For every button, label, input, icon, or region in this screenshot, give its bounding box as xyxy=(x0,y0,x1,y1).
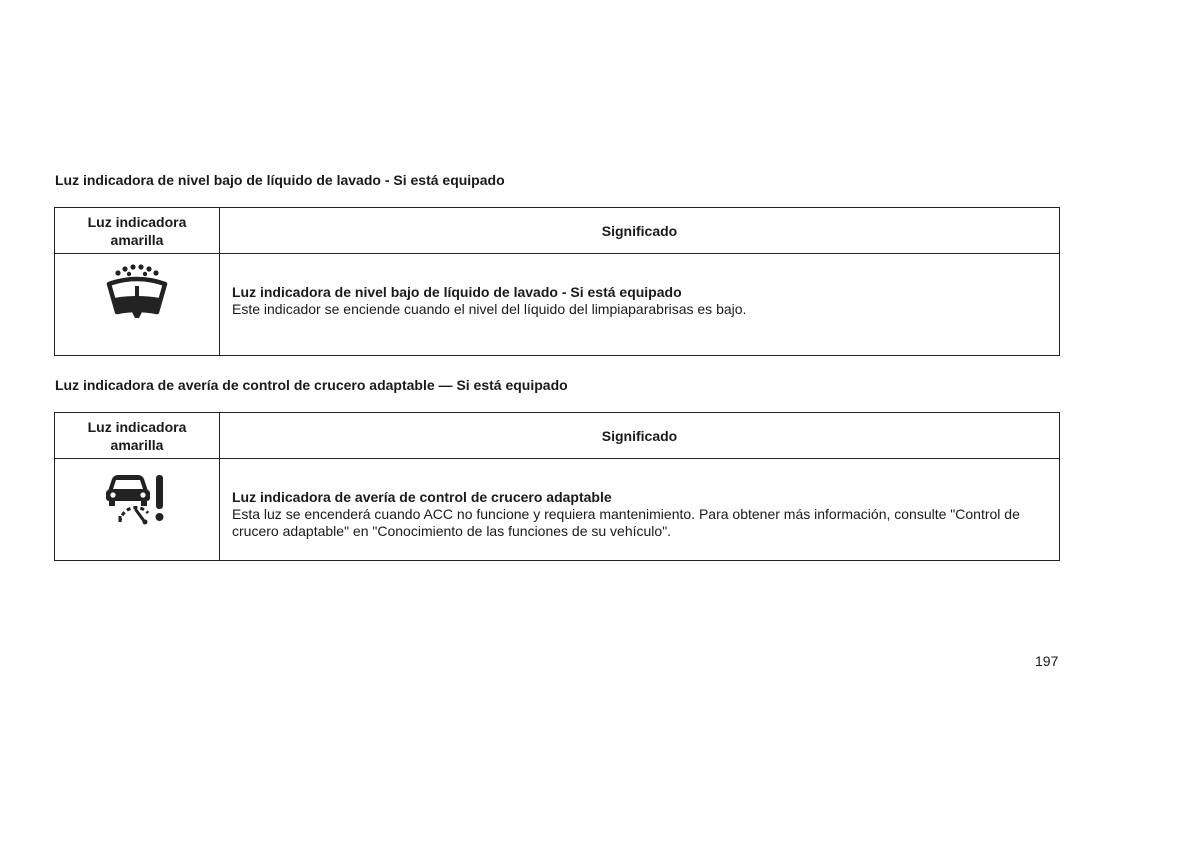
description-cell xyxy=(220,459,1060,561)
acc-fault-icon xyxy=(104,469,170,525)
table-header-row xyxy=(55,208,1060,254)
washer-fluid-low-icon xyxy=(105,264,169,320)
header-meaning-cell: Significado xyxy=(220,413,1060,459)
description-text: Esta luz se encenderá cuando ACC no funcione y requiera mantenimiento. Para obtener más información, consulte "Control de crucero adaptable" en "Conocimiento de las funciones de su vehículo". xyxy=(232,506,1020,539)
description-text: Este indicador se enciende cuando el nivel del líquido del limpiaparabrisas es bajo. xyxy=(232,301,747,317)
acc-fault-indicator-table xyxy=(54,412,1060,561)
icon-cell xyxy=(55,459,220,561)
header-light-label: Luz indicadora amarilla xyxy=(87,213,187,248)
header-meaning-cell: Significado xyxy=(220,208,1060,254)
section-heading-acc-fault: Luz indicadora de avería de control de crucero adaptable — Si está equipado xyxy=(55,377,568,393)
header-light-cell xyxy=(55,208,220,254)
description-cell xyxy=(220,254,1060,356)
table-header-row xyxy=(55,413,1060,459)
header-light-label: Luz indicadora amarilla xyxy=(87,418,187,453)
description-title: Luz indicadora de avería de control de crucero adaptable xyxy=(232,489,612,505)
description-title: Luz indicadora de nivel bajo de líquido de lavado - Si está equipado xyxy=(232,284,682,300)
page-number: 197 xyxy=(1035,653,1059,669)
table-row xyxy=(55,254,1060,356)
table-row xyxy=(55,459,1060,561)
icon-cell xyxy=(55,254,220,356)
section-heading-washer-fluid: Luz indicadora de nivel bajo de líquido de lavado - Si está equipado xyxy=(55,172,505,188)
header-light-cell xyxy=(55,413,220,459)
washer-fluid-indicator-table xyxy=(54,207,1060,356)
